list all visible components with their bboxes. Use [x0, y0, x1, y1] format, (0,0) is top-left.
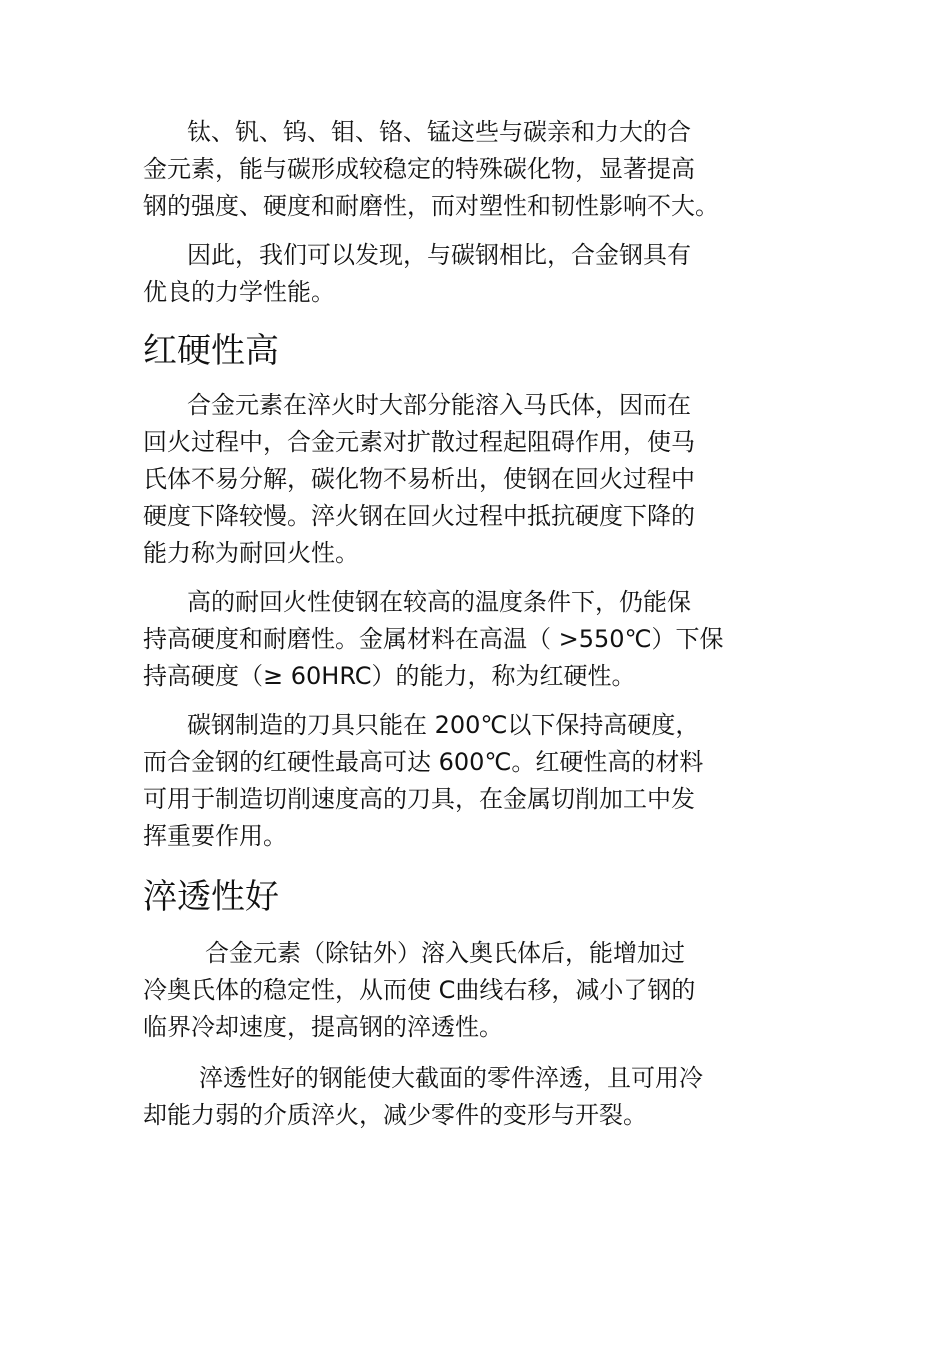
text-line: 硬度下降较慢。淬火钢在回火过程中抵抗硬度下降的	[143, 502, 695, 530]
text-line: 合金元素（除钴外）溶入奥氏体后，能增加过	[205, 939, 685, 967]
paragraph-alloy-carbides	[143, 114, 813, 225]
text-line: 高的耐回火性使钢在较高的温度条件下，仍能保	[187, 588, 691, 616]
text-line: 却能力弱的介质淬火，减少零件的变形与开裂。	[143, 1101, 647, 1129]
paragraph-red-hardness-definition	[143, 584, 813, 695]
text-line: 持高硬度（≥ 60HRC）的能力，称为红硬性。	[143, 662, 636, 690]
text-line: 金元素，能与碳形成较稳定的特殊碳化物，显著提高	[143, 155, 695, 183]
text-line: 氏体不易分解，碳化物不易析出，使钢在回火过程中	[143, 465, 695, 493]
paragraph-large-sections	[143, 1060, 813, 1134]
text-line: 碳钢制造的刀具只能在 200℃以下保持高硬度，	[187, 711, 700, 739]
text-line: 挥重要作用。	[143, 822, 287, 850]
text-line: 而合金钢的红硬性最高可达 600℃。红硬性高的材料	[143, 748, 704, 776]
heading-hardenability: 淬透性好	[143, 877, 279, 917]
text-line: 可用于制造切削速度高的刀具，在金属切削加工中发	[143, 785, 695, 813]
document-page	[143, 114, 813, 1134]
paragraph-austenite-stability	[143, 935, 813, 1046]
paragraph-cutting-tools	[143, 707, 813, 855]
paragraph-mechanical-properties	[143, 237, 813, 311]
text-line: 临界冷却速度，提高钢的淬透性。	[143, 1013, 503, 1041]
text-line: 钢的强度、硬度和耐磨性，而对塑性和韧性影响不大。	[143, 192, 719, 220]
text-line: 因此，我们可以发现，与碳钢相比，合金钢具有	[187, 241, 691, 269]
heading-red-hardness: 红硬性高	[143, 331, 279, 371]
text-line: 冷奥氏体的稳定性，从而使 C曲线右移，减小了钢的	[143, 976, 696, 1004]
text-line: 持高硬度和耐磨性。金属材料在高温（ >550℃）下保	[143, 625, 724, 653]
text-line: 合金元素在淬火时大部分能溶入马氏体，因而在	[187, 391, 691, 419]
paragraph-tempering-resistance	[143, 387, 813, 572]
text-line: 回火过程中，合金元素对扩散过程起阻碍作用，使马	[143, 428, 695, 456]
text-line: 淬透性好的钢能使大截面的零件淬透，且可用冷	[199, 1064, 703, 1092]
text-line: 能力称为耐回火性。	[143, 539, 359, 567]
text-line: 钛、钒、钨、钼、铬、锰这些与碳亲和力大的合	[187, 118, 691, 146]
text-line: 优良的力学性能。	[143, 278, 335, 306]
